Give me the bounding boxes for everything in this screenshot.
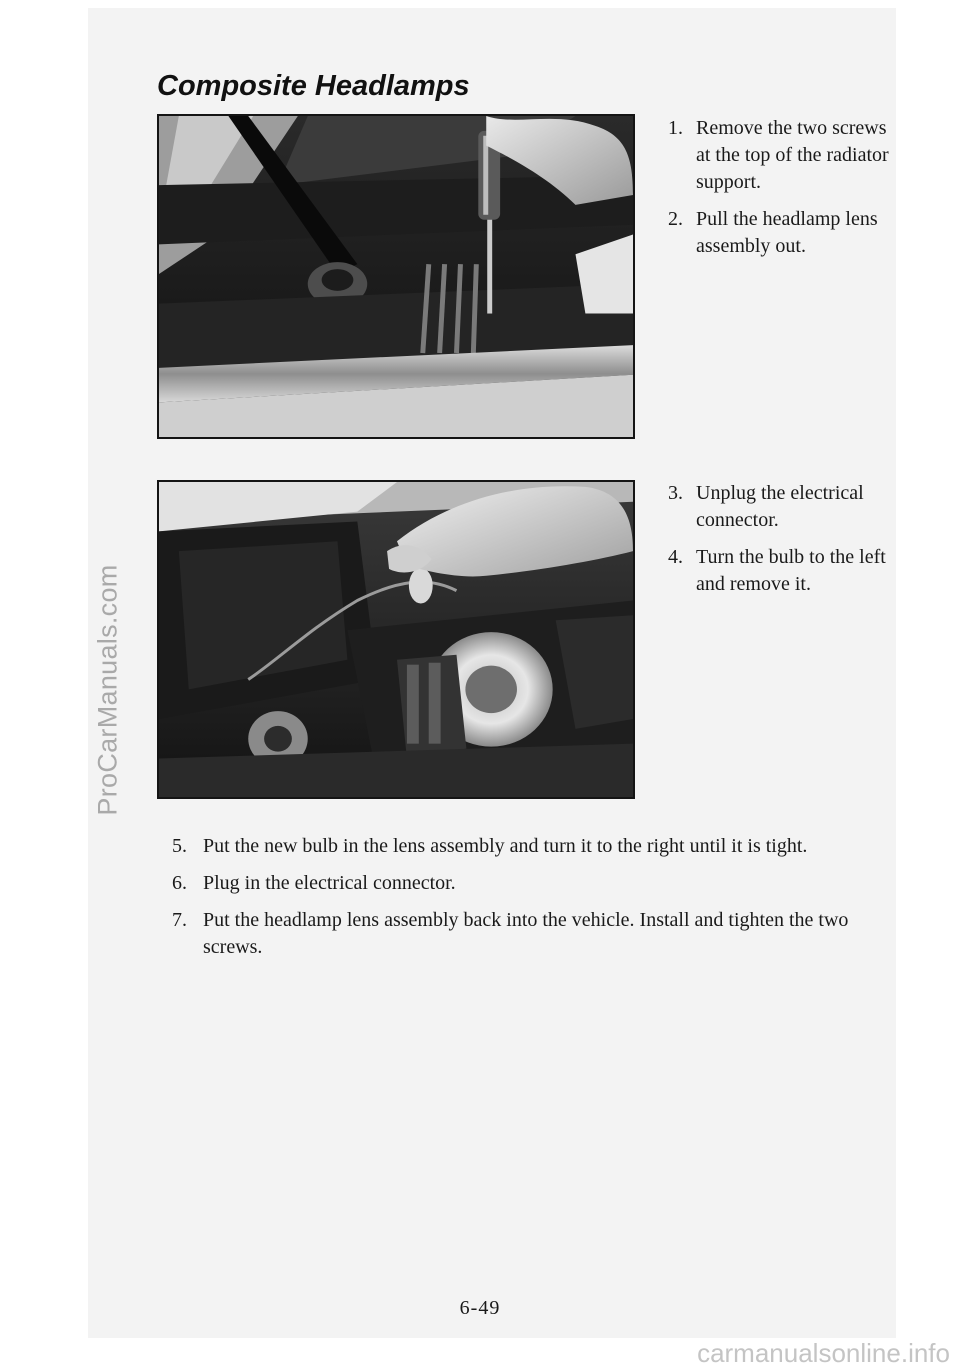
step-text: Put the new bulb in the lens assembly and turn it to the right until it is tight. bbox=[203, 835, 808, 857]
steps-list-1 bbox=[668, 115, 890, 270]
step-item bbox=[668, 115, 890, 196]
step-item bbox=[172, 870, 872, 897]
step-number: 6. bbox=[172, 872, 187, 894]
step-text: Plug in the electrical connector. bbox=[203, 872, 456, 894]
side-watermark: ProCarManuals.com bbox=[92, 564, 123, 816]
page-number: 6-49 bbox=[459, 1297, 501, 1319]
steps-list-3 bbox=[172, 833, 872, 971]
step-number: 3. bbox=[668, 482, 683, 504]
step-item bbox=[668, 544, 890, 598]
step-number: 4. bbox=[668, 546, 683, 568]
photo-unplug-connector bbox=[157, 480, 635, 799]
step-text: Turn the bulb to the left and remove it. bbox=[696, 546, 886, 595]
step-text: Unplug the electrical connector. bbox=[696, 482, 864, 531]
step-number: 7. bbox=[172, 909, 187, 931]
step-item bbox=[668, 206, 890, 260]
step-text: Remove the two screws at the top of the radiator support. bbox=[696, 117, 889, 193]
step-item bbox=[172, 833, 872, 860]
step-text: Put the headlamp lens assembly back into the vehicle. Install and tighten the two screws. bbox=[203, 909, 849, 958]
step-number: 1. bbox=[668, 117, 683, 139]
page-title: Composite Headlamps bbox=[157, 70, 470, 102]
photo-remove-screws bbox=[157, 114, 635, 439]
step-item bbox=[172, 907, 872, 961]
step-number: 5. bbox=[172, 835, 187, 857]
steps-list-2 bbox=[668, 480, 890, 608]
step-number: 2. bbox=[668, 208, 683, 230]
step-item bbox=[668, 480, 890, 534]
bottom-watermark: carmanualsonline.info bbox=[697, 1338, 950, 1368]
step-text: Pull the headlamp lens assembly out. bbox=[696, 208, 878, 257]
